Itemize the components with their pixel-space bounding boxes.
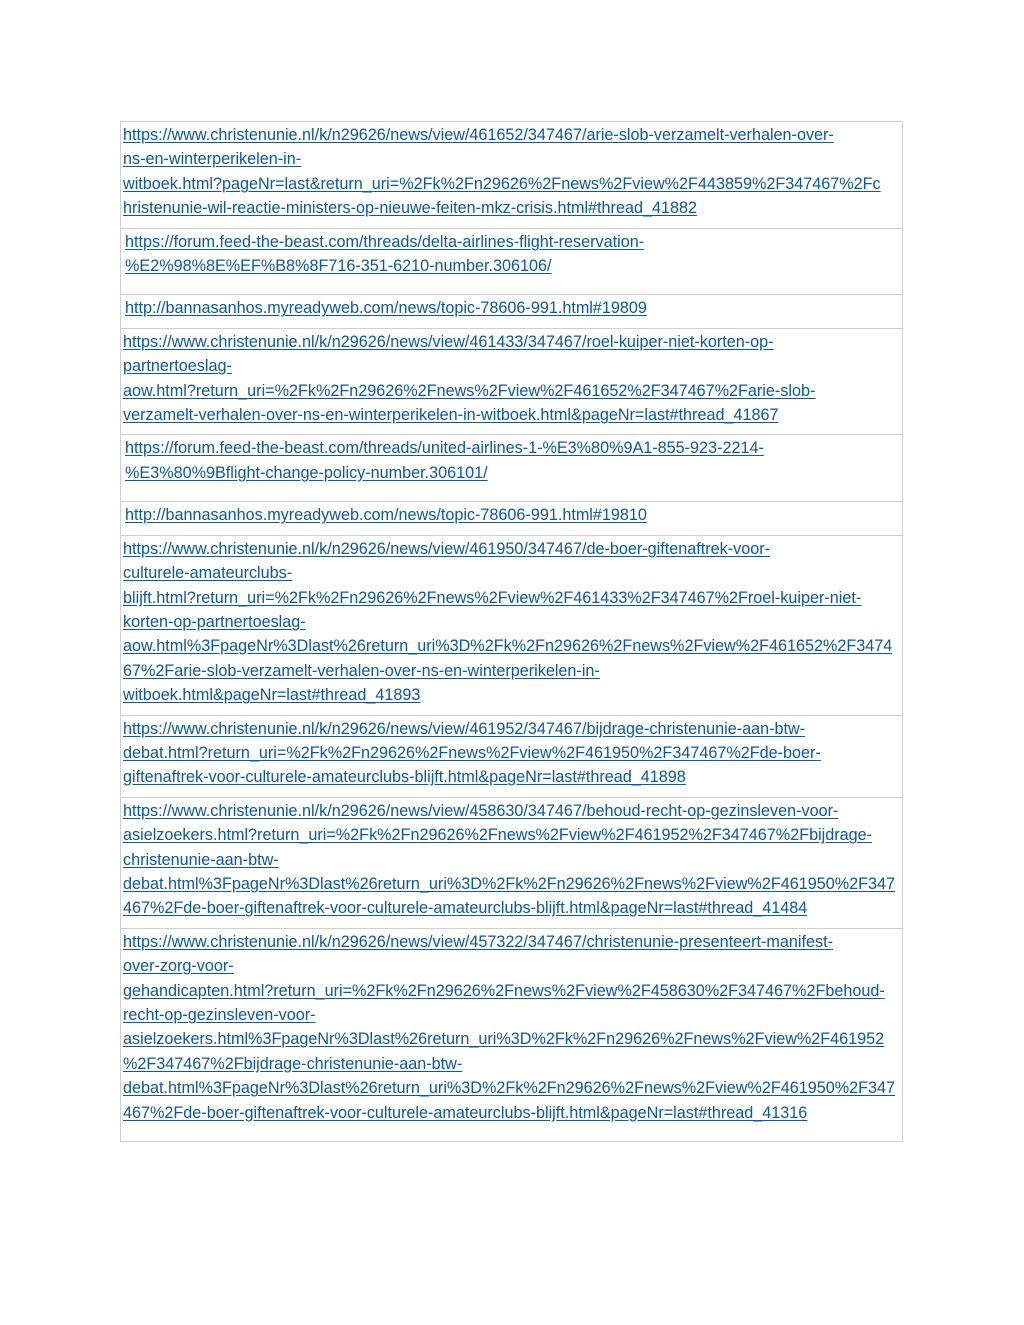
link-line: https://www.christenunie.nl/k/n29626/news/view/461952/347467/bijdrage-christenunie-aan-btw- — [123, 719, 806, 738]
link-line: https://www.christenunie.nl/k/n29626/news/view/461652/347467/arie-slob-verzamelt-verhalen-over- — [123, 126, 834, 144]
table-cell — [121, 295, 903, 328]
link-line: https://www.christenunie.nl/k/n29626/news/view/461433/347467/roel-kuiper-niet-korten-op- — [123, 332, 774, 351]
link-line: https://www.christenunie.nl/k/n29626/news/view/458630/347467/behoud-recht-op-gezinsleven-voor- — [123, 801, 839, 820]
table-cell — [121, 502, 903, 535]
link-line: debat.html%3FpageNr%3Dlast%26return_uri%3D%2Fk%2Fn29626%2Fnews%2Fview%2F461950%2F347 — [123, 874, 896, 893]
link-line: culturele-amateurclubs- — [123, 564, 293, 583]
link-line: verzamelt-verhalen-over-ns-en-winterperikelen-in-witboek.html&pageNr=last#thread_41867 — [123, 406, 779, 425]
link-line: recht-op-gezinsleven-voor- — [123, 1006, 316, 1024]
url-link[interactable] — [123, 799, 900, 921]
table-row — [121, 502, 903, 535]
table-row — [121, 435, 903, 502]
link-line: %2F347467%2Fbijdrage-christenunie-aan-btw- — [123, 1054, 463, 1073]
table-row — [121, 535, 903, 715]
url-link[interactable] — [123, 717, 900, 790]
url-link[interactable] — [123, 537, 900, 708]
link-line: asielzoekers.html%3FpageNr%3Dlast%26return_uri%3D%2Fk%2Fn29626%2Fnews%2Fview%2F461952 — [123, 1030, 885, 1049]
link-line: asielzoekers.html?return_uri=%2Fk%2Fn29626%2Fnews%2Fview%2F461952%2F347467%2Fbijdrage- — [123, 826, 873, 845]
link-table — [120, 121, 903, 1142]
url-link[interactable] — [125, 296, 900, 320]
table-row — [121, 122, 903, 229]
url-link[interactable] — [125, 503, 900, 527]
link-line: http://bannasanhos.myreadyweb.com/news/topic-78606-991.html#19809 — [125, 299, 647, 318]
table-row — [121, 295, 903, 328]
link-line: hristenunie-wil-reactie-ministers-op-nieuwe-feiten-mkz-crisis.html#thread_41882 — [123, 199, 697, 218]
table-cell — [121, 715, 903, 797]
table-cell — [121, 797, 903, 928]
link-line: aow.html%3FpageNr%3Dlast%26return_uri%3D%2Fk%2Fn29626%2Fnews%2Fview%2F461652%2F3474 — [123, 637, 893, 656]
link-line: 67%2Farie-slob-verzamelt-verhalen-over-ns-en-winterperikelen-in- — [123, 661, 600, 680]
link-line: witboek.html?pageNr=last&return_uri=%2Fk%2Fn29626%2Fnews%2Fview%2F443859%2F347467%2Fc — [123, 174, 881, 193]
link-line: ns-en-winterperikelen-in- — [123, 150, 302, 169]
link-line: blijft.html?return_uri=%2Fk%2Fn29626%2Fnews%2Fview%2F461433%2F347467%2Froel-kuiper-niet- — [123, 588, 862, 607]
link-line: partnertoeslag- — [123, 357, 232, 376]
url-link[interactable] — [123, 123, 900, 221]
table-row — [121, 928, 903, 1141]
url-link[interactable] — [125, 436, 900, 485]
table-cell — [121, 928, 903, 1141]
table-cell — [121, 122, 903, 229]
link-line: giftenaftrek-voor-culturele-amateurclubs-blijft.html&pageNr=last#thread_41898 — [123, 768, 686, 787]
link-line: https://forum.feed-the-beast.com/threads/united-airlines-1-%E3%80%9A1-855-923-2214- — [125, 439, 764, 458]
link-line: %E2%98%8E%EF%B8%8F716-351-6210-number.306106/ — [125, 257, 552, 276]
link-line: over-zorg-voor- — [123, 957, 234, 976]
table-cell — [121, 228, 903, 295]
link-line: 467%2Fde-boer-giftenaftrek-voor-culturele-amateurclubs-blijft.html&pageNr=last#thread_41316 — [123, 1103, 808, 1122]
table-row — [121, 715, 903, 797]
link-line: gehandicapten.html?return_uri=%2Fk%2Fn29626%2Fnews%2Fview%2F458630%2F347467%2Fbehoud- — [123, 981, 885, 1000]
table-row — [121, 328, 903, 435]
table-cell — [121, 435, 903, 502]
url-link[interactable] — [125, 230, 900, 279]
url-link[interactable] — [123, 330, 900, 428]
link-line: debat.html?return_uri=%2Fk%2Fn29626%2Fnews%2Fview%2F461950%2F347467%2Fde-boer- — [123, 743, 821, 762]
link-line: witboek.html&pageNr=last#thread_41893 — [123, 686, 421, 705]
link-line: 467%2Fde-boer-giftenaftrek-voor-culturele-amateurclubs-blijft.html&pageNr=last#thread_41484 — [123, 899, 808, 918]
link-line: %E3%80%9Bflight-change-policy-number.306101/ — [125, 463, 488, 482]
table-cell — [121, 328, 903, 435]
link-line: korten-op-partnertoeslag- — [123, 612, 306, 631]
table-row — [121, 228, 903, 295]
link-line: aow.html?return_uri=%2Fk%2Fn29626%2Fnews%2Fview%2F461652%2F347467%2Farie-slob- — [123, 381, 816, 400]
link-line: https://forum.feed-the-beast.com/threads/delta-airlines-flight-reservation- — [125, 232, 645, 251]
link-line: christenunie-aan-btw- — [123, 850, 279, 869]
url-link[interactable] — [123, 930, 900, 1125]
link-line: http://bannasanhos.myreadyweb.com/news/topic-78606-991.html#19810 — [125, 506, 647, 525]
link-line: https://www.christenunie.nl/k/n29626/news/view/461950/347467/de-boer-giftenaftrek-voor- — [123, 539, 770, 558]
table-cell — [121, 535, 903, 715]
table-row — [121, 797, 903, 928]
link-line: https://www.christenunie.nl/k/n29626/news/view/457322/347467/christenunie-presenteert-manifest- — [123, 932, 833, 951]
link-line: debat.html%3FpageNr%3Dlast%26return_uri%3D%2Fk%2Fn29626%2Fnews%2Fview%2F461950%2F347 — [123, 1079, 896, 1098]
